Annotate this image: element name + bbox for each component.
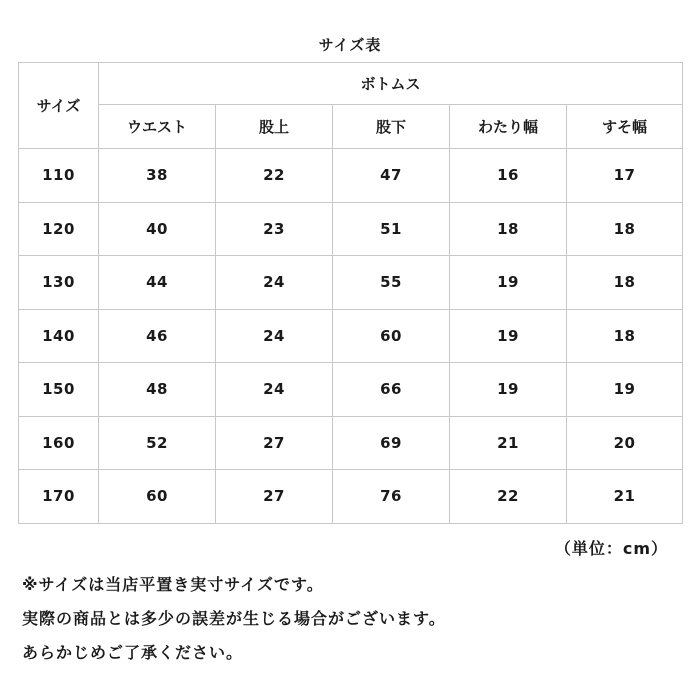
note-line: ※サイズは当店平置き実寸サイズです。 <box>22 575 324 594</box>
table-cell: 40 <box>99 202 216 256</box>
table-cell: 24 <box>216 363 333 417</box>
table-row <box>19 363 683 417</box>
column-header-thigh-width: わたり幅 <box>450 105 567 149</box>
table-cell: 19 <box>450 363 567 417</box>
header-row <box>19 63 683 105</box>
table-cell: 18 <box>567 256 683 310</box>
table-cell: 60 <box>99 470 216 524</box>
size-cell: 130 <box>19 256 99 310</box>
table-cell: 24 <box>216 309 333 363</box>
table-cell: 21 <box>450 416 567 470</box>
column-header-waist: ウエスト <box>99 105 216 149</box>
table-row <box>19 470 683 524</box>
table-cell: 27 <box>216 416 333 470</box>
size-cell: 110 <box>19 149 99 203</box>
table-cell: 22 <box>216 149 333 203</box>
table-cell: 17 <box>567 149 683 203</box>
table-cell: 18 <box>567 202 683 256</box>
table-cell: 76 <box>333 470 450 524</box>
table-cell: 44 <box>99 256 216 310</box>
table-cell: 60 <box>333 309 450 363</box>
table-cell: 46 <box>99 309 216 363</box>
size-cell: 160 <box>19 416 99 470</box>
table-cell: 38 <box>99 149 216 203</box>
table-cell: 23 <box>216 202 333 256</box>
table-row <box>19 309 683 363</box>
table-cell: 27 <box>216 470 333 524</box>
table-cell: 66 <box>333 363 450 417</box>
column-header-inseam: 股下 <box>333 105 450 149</box>
column-header-rise: 股上 <box>216 105 333 149</box>
table-row <box>19 416 683 470</box>
table-row <box>19 256 683 310</box>
table-cell: 52 <box>99 416 216 470</box>
table-cell: 21 <box>567 470 683 524</box>
table-cell: 18 <box>567 309 683 363</box>
table-cell: 51 <box>333 202 450 256</box>
table-cell: 48 <box>99 363 216 417</box>
note-line: 実際の商品とは多少の誤差が生じる場合がございます。 <box>22 609 446 628</box>
table-cell: 22 <box>450 470 567 524</box>
table-cell: 20 <box>567 416 683 470</box>
column-header-row <box>19 105 683 149</box>
size-cell: 170 <box>19 470 99 524</box>
table-row <box>19 149 683 203</box>
size-cell: 150 <box>19 363 99 417</box>
table-cell: 47 <box>333 149 450 203</box>
table-cell: 19 <box>567 363 683 417</box>
bottoms-group-header: ボトムス <box>99 63 683 105</box>
table-cell: 19 <box>450 256 567 310</box>
column-header-hem-width: すそ幅 <box>567 105 683 149</box>
table-title: サイズ表 <box>318 36 382 54</box>
table-row <box>19 202 683 256</box>
table-cell: 18 <box>450 202 567 256</box>
size-header: サイズ <box>19 63 99 149</box>
table-cell: 55 <box>333 256 450 310</box>
unit-label: （単位：cm） <box>554 539 668 558</box>
table-cell: 69 <box>333 416 450 470</box>
note-line: あらかじめご了承ください。 <box>22 643 244 662</box>
size-cell: 140 <box>19 309 99 363</box>
table-cell: 24 <box>216 256 333 310</box>
table-cell: 19 <box>450 309 567 363</box>
table-cell: 16 <box>450 149 567 203</box>
size-cell: 120 <box>19 202 99 256</box>
size-table <box>18 62 683 524</box>
